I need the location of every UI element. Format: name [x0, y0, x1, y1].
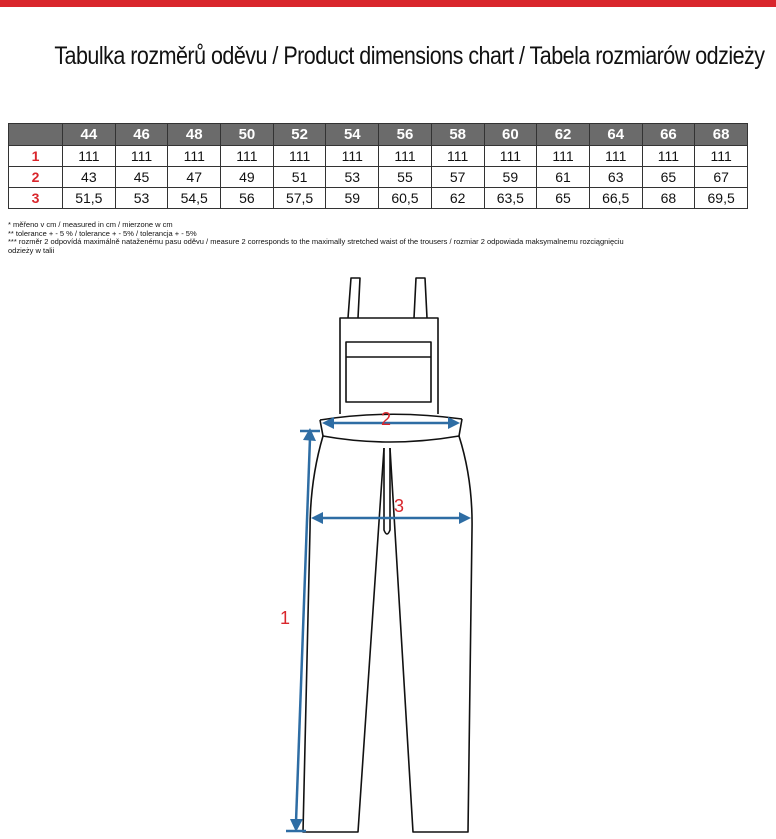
table-row [9, 167, 748, 188]
table-cell: 49 [221, 167, 274, 188]
size-header-row [9, 124, 748, 146]
table-cell: 69,5 [695, 188, 748, 209]
table-cell: 57 [431, 167, 484, 188]
table-cell: 111 [589, 146, 642, 167]
footnotes [8, 221, 768, 255]
table-cell: 59 [484, 167, 537, 188]
table-cell: 57,5 [273, 188, 326, 209]
bib [340, 318, 438, 414]
size-header-cell: 52 [273, 124, 326, 146]
chest-pocket [346, 342, 431, 402]
measure-2-label: 2 [381, 409, 392, 429]
table-cell: 68 [642, 188, 695, 209]
table-row [9, 188, 748, 209]
table-cell: 111 [115, 146, 168, 167]
table-cell: 45 [115, 167, 168, 188]
row-label: 2 [9, 167, 63, 188]
measure-3-label: 3 [394, 496, 405, 516]
table-cell: 111 [695, 146, 748, 167]
table-cell: 111 [431, 146, 484, 167]
measure-1-label: 1 [280, 608, 291, 628]
table-cell: 65 [642, 167, 695, 188]
row-label: 1 [9, 146, 63, 167]
table-cell: 111 [326, 146, 379, 167]
fly [384, 448, 390, 534]
table-cell: 60,5 [379, 188, 432, 209]
size-header-cell: 56 [379, 124, 432, 146]
size-header-cell: 66 [642, 124, 695, 146]
table-cell: 65 [537, 188, 590, 209]
table-cell: 111 [273, 146, 326, 167]
table-cell: 111 [537, 146, 590, 167]
table-cell: 62 [431, 188, 484, 209]
table-cell: 47 [168, 167, 221, 188]
table-cell: 111 [484, 146, 537, 167]
left-strap [348, 278, 360, 318]
header-corner-cell [9, 124, 63, 146]
table-cell: 63 [589, 167, 642, 188]
table-cell: 111 [168, 146, 221, 167]
size-header-cell: 58 [431, 124, 484, 146]
footnote: *** rozměr 2 odpovídá maximálně nataženému pasu oděvu / measure 2 corresponds to the maximally stretched waist of the trousers / rozmiar 2 odpowiada maksymalnemu rozciągnięciu [8, 237, 624, 247]
table-cell: 66,5 [589, 188, 642, 209]
size-header-cell: 68 [695, 124, 748, 146]
footnote: ** tolerance + - 5 % / tolerance + - 5% / tolerancja + - 5% [8, 228, 197, 238]
table-cell: 111 [379, 146, 432, 167]
top-accent-bar [0, 0, 776, 7]
size-header-cell: 50 [221, 124, 274, 146]
table-cell: 43 [63, 167, 116, 188]
table-cell: 63,5 [484, 188, 537, 209]
table-cell: 54,5 [168, 188, 221, 209]
size-header-cell: 48 [168, 124, 221, 146]
table-cell: 111 [63, 146, 116, 167]
size-header-cell: 62 [537, 124, 590, 146]
size-header-cell: 60 [484, 124, 537, 146]
size-header-cell: 44 [63, 124, 116, 146]
overalls-diagram [0, 270, 776, 839]
size-header-cell: 46 [115, 124, 168, 146]
table-cell: 59 [326, 188, 379, 209]
table-cell: 67 [695, 167, 748, 188]
footnote: * měřeno v cm / measured in cm / mierzone w cm [8, 220, 173, 229]
table-cell: 51,5 [63, 188, 116, 209]
table-cell: 53 [115, 188, 168, 209]
table-cell: 61 [537, 167, 590, 188]
table-cell: 55 [379, 167, 432, 188]
table-cell: 111 [221, 146, 274, 167]
table-row [9, 146, 748, 167]
size-table [8, 123, 748, 209]
table-cell: 56 [221, 188, 274, 209]
row-label: 3 [9, 188, 63, 209]
footnote: odzieży w talii [8, 245, 55, 255]
right-strap [414, 278, 427, 318]
table-cell: 111 [642, 146, 695, 167]
size-header-cell: 54 [326, 124, 379, 146]
table-cell: 53 [326, 167, 379, 188]
left-leg [303, 436, 384, 832]
table-cell: 51 [273, 167, 326, 188]
page-title: Tabulka rozměrů oděvu / Product dimensions chart / Tabela rozmiarów odzieży [54, 42, 765, 70]
size-header-cell: 64 [589, 124, 642, 146]
